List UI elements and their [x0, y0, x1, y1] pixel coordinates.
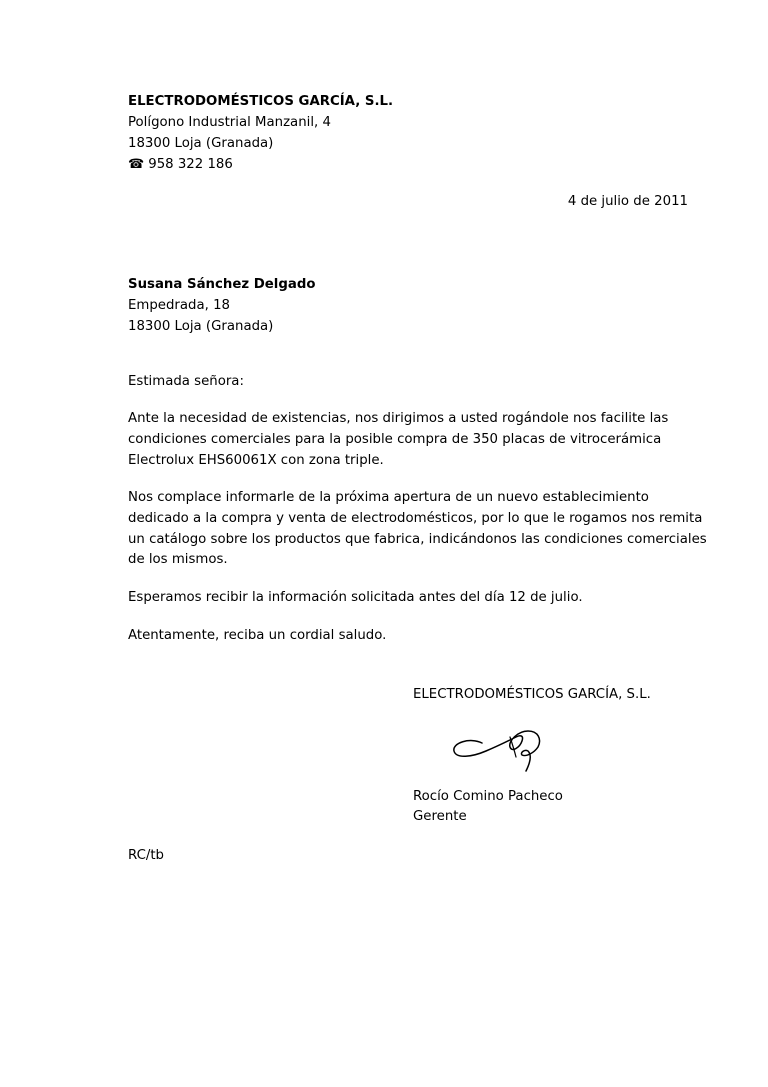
phone-icon: ☎	[128, 157, 145, 172]
sender-phone	[128, 155, 233, 175]
recipient-address-line1: Empedrada, 18	[128, 298, 230, 313]
paragraph-line: condiciones comerciales para la posible compra de 350 placas de vitrocerámica	[128, 431, 662, 447]
body-paragraph-1	[128, 409, 703, 471]
sender-address-line1: Polígono Industrial Manzanil, 4	[128, 115, 331, 130]
signature-company: ELECTRODOMÉSTICOS GARCÍA, S.L.	[413, 687, 651, 702]
paragraph-line: Nos complace informarle de la próxima apertura de un nuevo establecimiento	[128, 490, 649, 505]
salutation: Estimada señora:	[128, 374, 244, 389]
letter-date: 4 de julio de 2011	[567, 194, 688, 209]
paragraph-line: Esperamos recibir la información solicitada antes del día 12 de julio.	[128, 590, 583, 605]
signer-name: Rocío Comino Pacheco	[413, 789, 563, 804]
signer-title: Gerente	[413, 809, 467, 824]
handwritten-signature	[450, 727, 550, 773]
body-paragraph-2	[128, 488, 707, 571]
paragraph-line: Electrolux EHS60061X con zona triple.	[128, 452, 384, 468]
paragraph-line: de los mismos.	[128, 552, 228, 568]
body-paragraph-3	[128, 588, 703, 609]
recipient-address-line2: 18300 Loja (Granada)	[128, 319, 274, 334]
recipient-name: Susana Sánchez Delgado	[128, 277, 316, 292]
paragraph-line: un catálogo sobre los productos que fabrica, indicándonos las condiciones comerciales	[128, 531, 707, 547]
reference-initials: RC/tb	[128, 848, 164, 863]
paragraph-line: Ante la necesidad de existencias, nos dirigimos a usted rogándole nos facilite las	[128, 411, 669, 426]
sender-phone-number: 958 322 186	[148, 157, 233, 172]
sender-company: ELECTRODOMÉSTICOS GARCÍA, S.L.	[128, 94, 394, 109]
closing: Atentamente, reciba un cordial saludo.	[128, 628, 387, 643]
paragraph-line: dedicado a la compra y venta de electrodomésticos, por lo que le rogamos nos remita	[128, 510, 703, 526]
sender-address-line2: 18300 Loja (Granada)	[128, 136, 274, 151]
